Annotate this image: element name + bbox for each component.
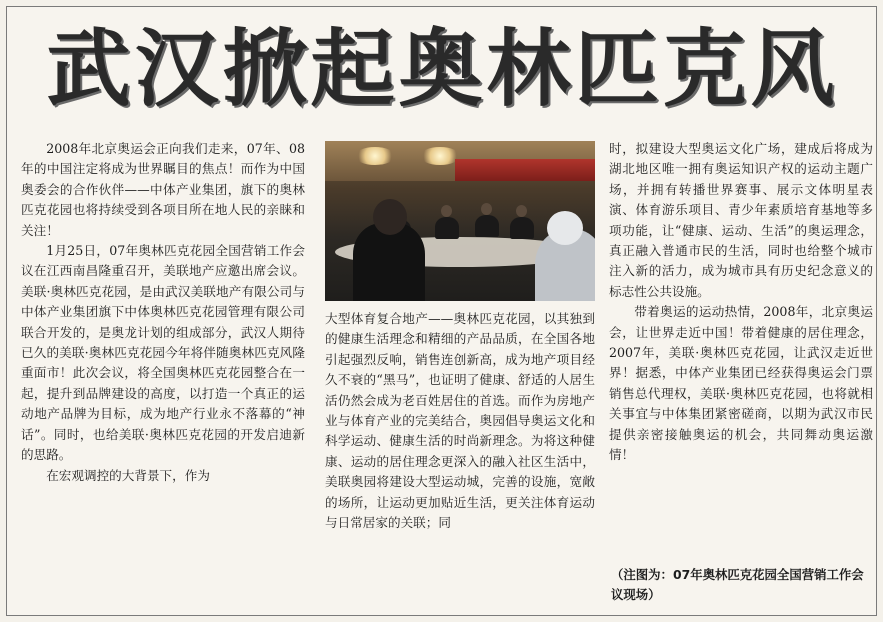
paragraph: 时，拟建设大型奥运文化广场，建成后将成为湖北地区唯一拥有奥运知识产权的运动主题广场，并拥有转播世界赛事、展示文体明星表演、体育游乐项目、青少年素质培育基地等多项功能，让“健康、运动、生活”的奥运理念，真正融入普通市民的生活，同时也给整个城市注入新的活力，成为城市具有历史纪念意义的标志性公共设施。 [609,141,873,299]
newspaper-article [6,6,877,616]
meeting-photo [325,141,595,301]
paragraph: 1月25日，07年奥林匹克花园全国营销工作会议在江西南昌隆重召开，美联地产应邀出席会议。美联·奥林匹克花园，是由武汉美联地产有限公司与中体产业集团旗下中体奥林匹克花园管理有限公司联合开发的，是奥龙计划的组成部分，武汉人期待已久的美联·奥林匹克花园今年将伴随奥林匹克风隆重面市！此次会议，将全国奥林匹克花园整合在一起，提升到品牌建设的高度，以打造一个真正的运动地产品牌为目标，成为地产行业永不落幕的“神话”。同时，也给美联·奥林匹克花园的开发启迪新的思路。 [21,243,305,463]
paragraph: 带着奥运的运动热情，2008年，北京奥运会，让世界走近中国！带着健康的居住理念，2007年，美联·奥林匹克花园，让武汉走近世界！据悉，中体产业集团已经获得奥运会门票销售总代理权，美联·奥林匹克花园，也将就相关事宜与中体集团紧密磋商，以期为武汉市民提供亲密接触奥运的机会，共同舞动奥运激情！ [609,304,873,463]
article-column-2 [325,309,595,609]
paragraph: 2008年北京奥运会正向我们走来，07年、08年的中国注定将成为世界瞩目的焦点！而作为中国奥委会的合作伙伴——中体产业集团，旗下的奥林匹克花园也将持续受到各项目所在地人民的亲睐和关注！ [21,141,305,238]
photo-caption: （注图为：07年奥林匹克花园全国营销工作会议现场） [611,567,864,602]
paragraph: 大型体育复合地产——奥林匹克花园，以其独到的健康生活理念和精细的产品品质，在全国各地引起强烈反响，销售连创新高，成为地产项目经久不衰的“黑马”，也证明了健康、舒适的人居生活仍然会成为老百姓居住的首选。而作为房地产业与体育产业的完美结合，奥园倡导奥运文化和科学运动、健康生活的时尚新理念。为将这种健康、运动的居住理念更深入的融入社区生活中，美联奥园将建设大型运动城，完善的设施，宽敞的场所，让运动更加贴近生活，更关注体育运动与日常居家的关联；同 [325,311,595,531]
article-column-3 [609,139,873,609]
ceiling-lamp-icon [355,147,395,165]
article-column-1 [21,139,305,609]
ceiling-lamp-icon [420,147,460,165]
headline: 武汉掀起奥林匹克风 [46,20,839,118]
paragraph: 在宏观调控的大背景下，作为 [46,467,210,483]
red-banner [455,159,595,181]
